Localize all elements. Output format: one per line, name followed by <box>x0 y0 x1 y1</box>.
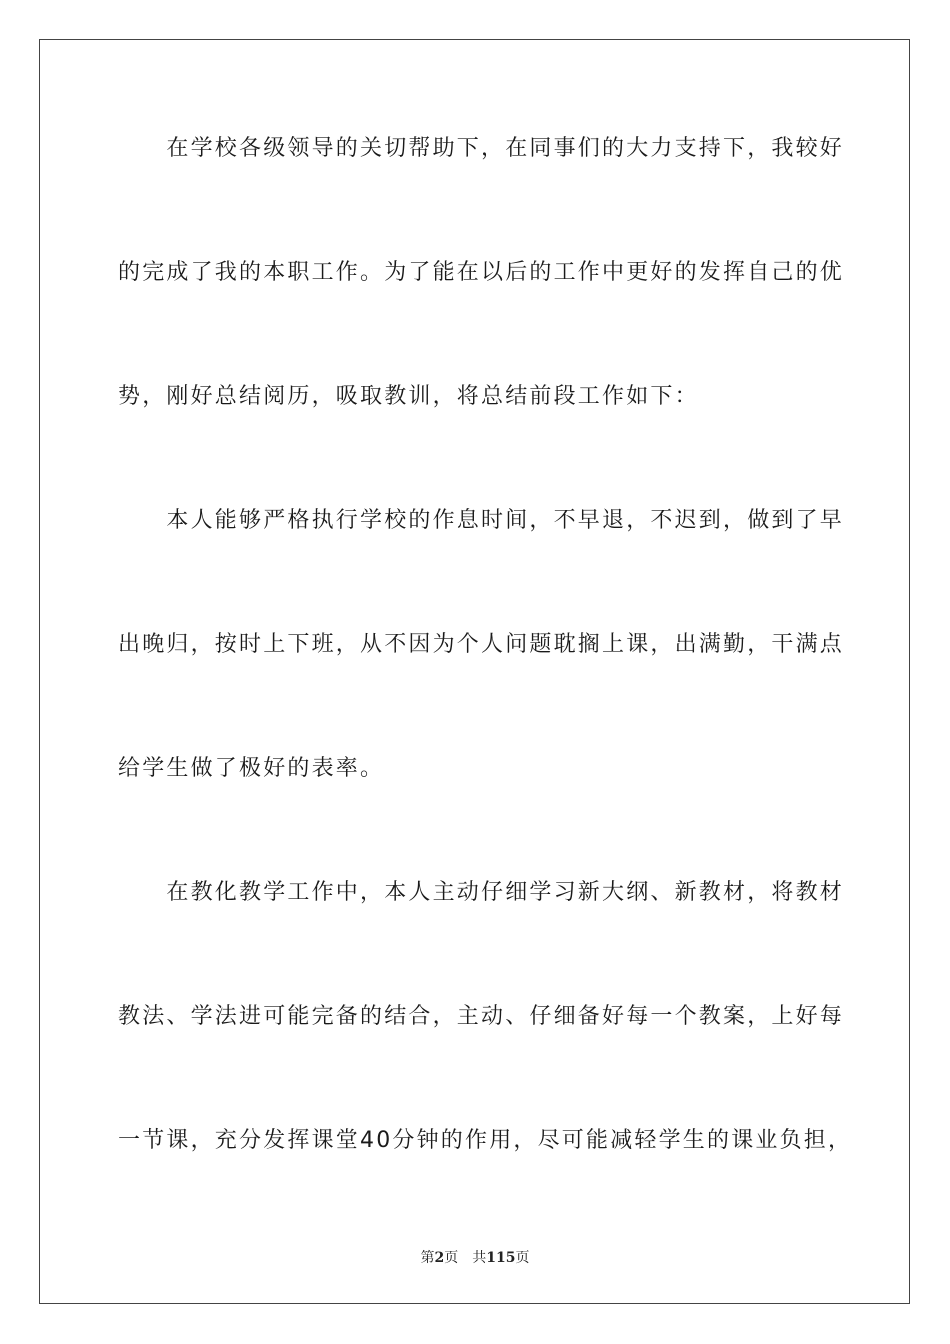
total-suffix: 页 <box>515 1250 530 1266</box>
page-prefix: 第 <box>420 1250 435 1266</box>
body-text-line: 给学生做了极好的表率。 <box>118 756 385 781</box>
body-text-line: 教法、学法进可能完备的结合，主动、仔细备好每一个教案，上好每 <box>118 1004 845 1029</box>
body-text-line: 出晚归，按时上下班，从不因为个人问题耽搁上课，出满勤，干满点 <box>118 632 845 657</box>
body-text-line: 的完成了我的本职工作。为了能在以后的工作中更好的发挥自己的优 <box>118 260 845 285</box>
body-text-line: 一节课，充分发挥课堂40分钟的作用，尽可能减轻学生的课业负担， <box>118 1128 853 1153</box>
body-text-line: 势，刚好总结阅历，吸取教训，将总结前段工作如下： <box>118 384 699 409</box>
total-pages: 115 <box>486 1250 516 1266</box>
page-suffix: 页 <box>444 1250 459 1266</box>
page-number: 2 <box>434 1250 445 1266</box>
page-border <box>39 39 910 1304</box>
body-text-line: 在学校各级领导的关切帮助下，在同事们的大力支持下，我较好 <box>118 136 845 161</box>
total-prefix: 共 <box>472 1250 487 1266</box>
body-text-line: 本人能够严格执行学校的作息时间，不早退，不迟到，做到了早 <box>118 508 845 533</box>
body-text-line: 在教化教学工作中，本人主动仔细学习新大纲、新教材，将教材 <box>118 880 845 905</box>
page-footer <box>0 1247 950 1267</box>
